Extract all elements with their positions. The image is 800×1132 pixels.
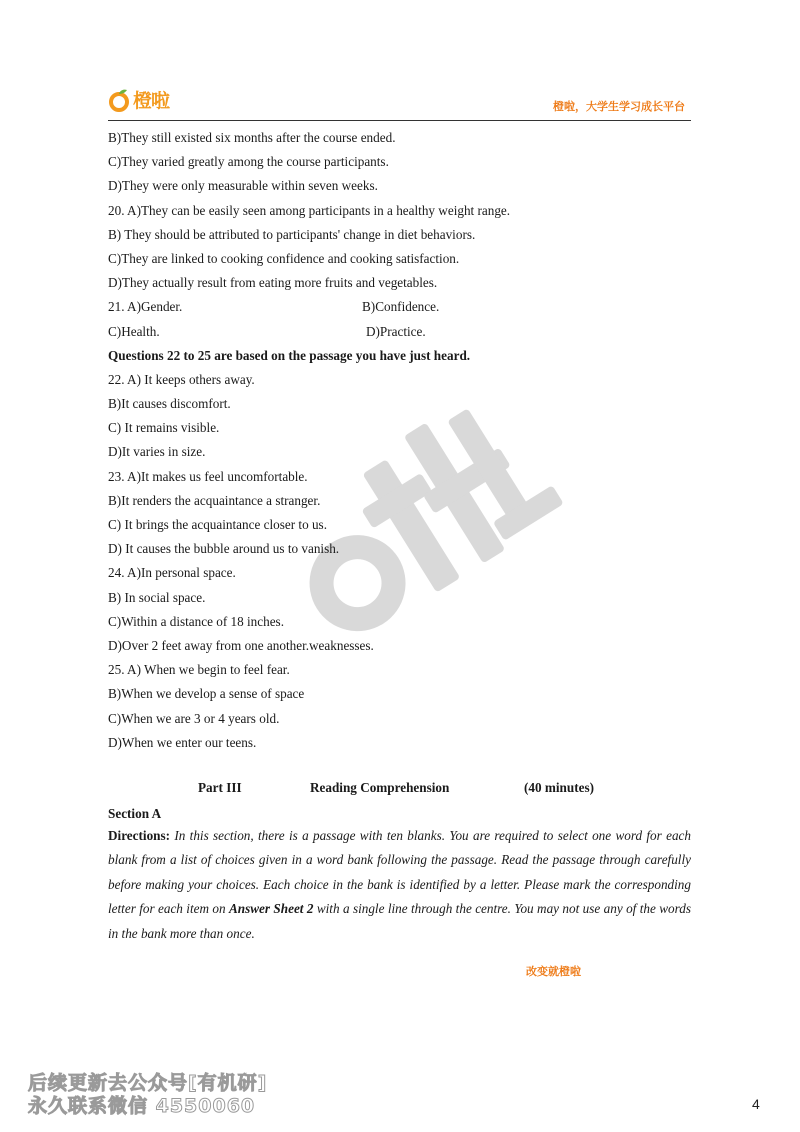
text-line: C) It brings the acquaintance closer to us. xyxy=(108,517,327,532)
text-line: 25. A) When we begin to feel fear. xyxy=(108,662,290,678)
orange-logo-icon xyxy=(108,88,132,112)
text-line: B)When we develop a sense of space xyxy=(108,686,305,702)
text-line: C)Within a distance of 18 inches. xyxy=(108,613,284,629)
part-title: Reading Comprehension xyxy=(310,780,450,795)
q21-option-d: D)Practice. xyxy=(366,323,426,339)
text-line: 22. A) It keeps others away. xyxy=(108,371,255,387)
bottom-watermark xyxy=(28,1072,267,1118)
brand-logo xyxy=(108,86,169,113)
watermark-line-2: 永久联系微信 4550060 xyxy=(28,1095,256,1117)
text-line: D)Over 2 feet away from one another.weaknesses. xyxy=(108,637,374,653)
directions-text-end: with a single line through the centre. You may not use any of the words in the bank more than once. xyxy=(108,901,691,941)
q21-row-2 xyxy=(108,320,698,344)
questions-heading: Questions 22 to 25 are based on the passage you have just heard. xyxy=(108,347,471,363)
text-line: B) They should be attributed to participants' change in diet behaviors. xyxy=(108,226,476,242)
question-options xyxy=(108,126,698,755)
text-line: C)When we are 3 or 4 years old. xyxy=(108,710,280,726)
page-number: 4 xyxy=(752,1096,760,1112)
logo-text: 橙啦 xyxy=(133,90,170,112)
text-line: 23. A)It makes us feel uncomfortable. xyxy=(108,468,308,484)
text-line: 24. A)In personal space. xyxy=(108,565,236,581)
text-line: D)When we enter our teens. xyxy=(108,734,257,750)
text-line: B)It causes discomfort. xyxy=(108,396,231,412)
watermark-line-1: 后续更新去公众号[有机研] xyxy=(28,1072,268,1094)
footer-slogan: 改变就橙啦 xyxy=(526,965,581,978)
text-line: C) It remains visible. xyxy=(108,420,220,436)
text-line: B)It renders the acquaintance a stranger. xyxy=(108,492,321,508)
text-line: D)It varies in size. xyxy=(108,444,206,460)
q21-row-1 xyxy=(108,295,698,319)
directions-paragraph xyxy=(108,824,691,946)
text-line: D)They actually result from eating more fruits and vegetables. xyxy=(108,275,438,291)
answer-sheet-emphasis: Answer Sheet 2 xyxy=(228,901,314,917)
part-heading xyxy=(108,780,698,800)
text-line: B) In social space. xyxy=(108,589,206,605)
part-name: Part III xyxy=(198,780,242,795)
directions-text: In this section, there is a passage with ten blanks. You are required to select one word for each blank from a list of choices given in a word bank following the passage. Read the passage through carefully before making your choices. Each choice in the bank is identified by a letter. Please mark the corresponding letter for each item on xyxy=(108,828,691,917)
q21-option-c: C)Health. xyxy=(108,323,160,339)
header-slogan: 橙啦，大学生学习成长平台 xyxy=(553,100,685,113)
text-line: C)They varied greatly among the course participants. xyxy=(108,154,389,170)
text-line: 20. A)They can be easily seen among participants in a healthy weight range. xyxy=(108,202,511,218)
section-title: Section A xyxy=(108,806,162,821)
text-line: D) It causes the bubble around us to vanish. xyxy=(108,541,340,557)
text-line: C)They are linked to cooking confidence and cooking satisfaction. xyxy=(108,250,460,266)
text-line: B)They still existed six months after the course ended. xyxy=(108,130,396,145)
q21-option-b: B)Confidence. xyxy=(362,299,440,315)
text-line: D)They were only measurable within seven weeks. xyxy=(108,178,378,194)
part-time: (40 minutes) xyxy=(524,780,594,795)
directions-label: Directions: xyxy=(108,828,171,843)
page-header xyxy=(108,84,691,121)
q21-option-a: 21. A)Gender. xyxy=(108,299,183,315)
